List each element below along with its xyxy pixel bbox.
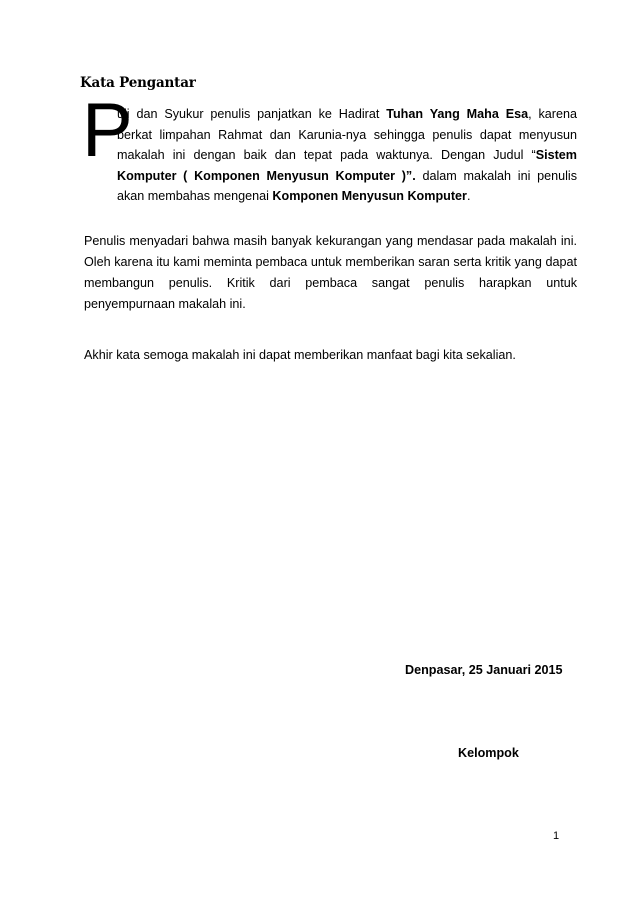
page-title: Kata Pengantar [80, 75, 196, 91]
intro-text-3: dalam makalah ini penulis akan membahas mengenai [117, 168, 577, 204]
closing-paragraph: Akhir kata semoga makalah ini dapat memberikan manfaat bagi kita sekalian. [84, 348, 516, 362]
intro-bold-god: Tuhan Yang Maha Esa [386, 107, 529, 121]
intro-bold-topic: Komponen Menyusun Komputer [272, 189, 467, 204]
intro-text-4: . [466, 189, 471, 204]
intro-text-2: , karena berkat limpahan Rahmat dan Karunia-nya sehingga penulis dapat menyusun makalah ini dengan baik dan tepat pada waktunya. Dengan Judul “ [117, 107, 577, 163]
drop-cap-letter: P [82, 88, 133, 173]
second-paragraph: Penulis menyadari bahwa masih banyak kekurangan yang mendasar pada makalah ini. Oleh karena itu kami meminta pembaca untuk memberikan saran serta kritik yang dapat membangun penulis. Kritik dari pembaca sangat penulis harapkan untuk penyempurnaan makalah ini. [84, 234, 577, 311]
intro-bold-title: Sistem Komputer ( Komponen Menyusun Komputer )”. [117, 148, 577, 183]
place-date: Denpasar, 25 Januari 2015 [405, 663, 563, 677]
page-number: 1 [553, 830, 560, 842]
intro-paragraph [117, 104, 577, 207]
signature-name: Kelompok [458, 746, 519, 760]
intro-text-1: uji dan Syukur penulis panjatkan ke Hadirat [117, 107, 387, 121]
